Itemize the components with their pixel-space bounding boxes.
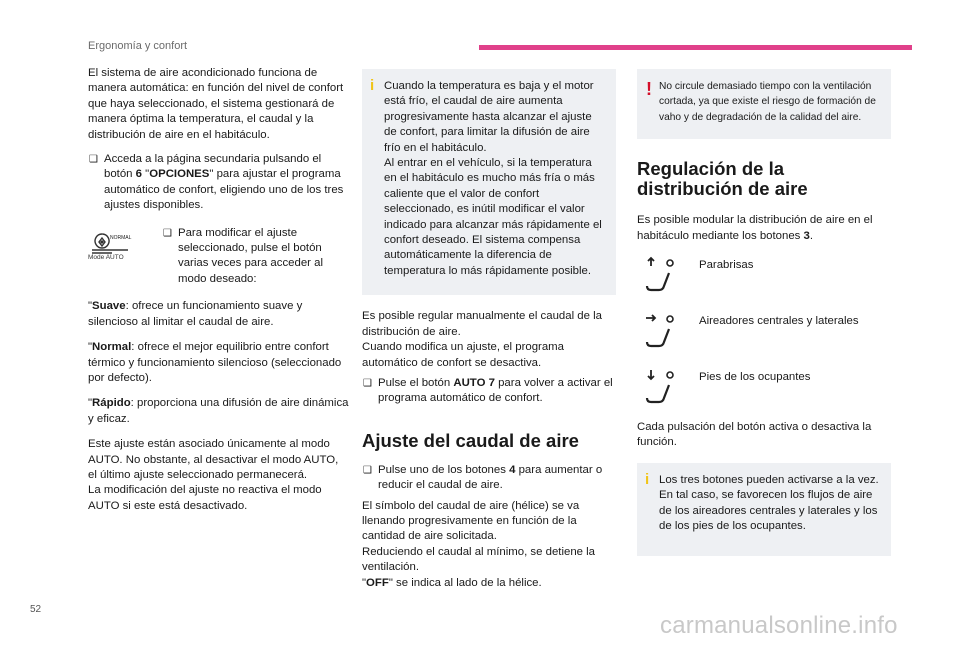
option-face-vents	[645, 312, 891, 350]
distribution-intro: Es posible modular la distribución de aire en el habitáculo mediante los botones 3.	[637, 214, 873, 242]
toggle-text: Cada pulsación del botón activa o desactiva la función.	[637, 421, 872, 449]
bullet-marker: ❑	[89, 154, 98, 166]
flow-body-b: Reduciendo el caudal al mínimo, se detiene la ventilación.	[362, 545, 596, 574]
info-box-temperature	[362, 69, 616, 295]
warning-icon: !	[646, 79, 652, 99]
windscreen-airflow-icon	[645, 256, 681, 294]
info-icon: i	[370, 77, 375, 94]
option-windscreen	[645, 256, 891, 294]
flow-body-a: El símbolo del caudal de aire (hélice) se va llenando progresivamente en función de la cantidad de aire solicitada.	[362, 499, 580, 543]
header-accent-bar	[479, 45, 912, 50]
manual-text-b: Cuando modifica un ajuste, el programa automático de confort se desactiva.	[362, 341, 564, 369]
footwell-airflow-icon	[645, 368, 681, 406]
option-label: Parabrisas	[699, 259, 754, 272]
bullet-marker: ❑	[163, 227, 172, 239]
manual-text-a: Es posible regular manualmente el caudal de la distribución de aire.	[362, 310, 602, 338]
options-bullet: ❑ Acceda a la página secundaria pulsando el botón 6 "OPCIONES" para ajustar el programa automático de confort, eligiendo uno de los tres ajustes disponibles.	[89, 153, 344, 212]
flow-off-text: "OFF" se indica al lado de la hélice.	[362, 576, 542, 589]
mode-auto-icon	[88, 226, 148, 266]
mode-icon-auto-label: Mode AUTO	[88, 253, 124, 261]
intro-paragraph: El sistema de aire acondicionado funciona de manera automática: en función del nivel de confort que haya seleccionado, el sistema gestionará de manera óptima la temperatura, el caudal y la distribución de aire en el habitáculo.	[88, 67, 344, 141]
bullet-marker: ❑	[363, 377, 372, 389]
watermark-text: carmanualsonline.info	[660, 612, 898, 639]
rapido-description: "Rápido: proporciona una difusión de aire dinámica y eficaz.	[88, 397, 349, 425]
warning-box	[637, 69, 891, 139]
column-3	[637, 69, 891, 556]
column-1	[88, 66, 350, 514]
mode-instruction	[88, 226, 350, 288]
info-icon: i	[645, 470, 650, 488]
page-number: 52	[30, 604, 42, 615]
normal-description: "Normal: ofrece el mejor equilibrio entre confort térmico y funcionamiento silencioso (seleccionado por defecto).	[88, 341, 342, 384]
option-footwell	[645, 368, 891, 406]
warning-text: No circule demasiado tiempo con la ventilación cortada, ya que existe el riesgo de formación de vaho y de degradación de la calidad del aire.	[659, 81, 876, 123]
info-text-a: Cuando la temperatura es baja y el motor está frío, el caudal de aire aumenta progresivamente hasta alcanzar el ajuste de confort, para limitar la difusión de aire frío en el habitáculo.	[384, 80, 594, 154]
section-title: Ergonomía y confort	[88, 40, 188, 52]
closing-paragraph-2: La modificación del ajuste no reactiva el modo AUTO si este está desactivado.	[88, 484, 322, 512]
info-text-b: Al entrar en el vehículo, si la temperatura en el habitáculo es mucho más fría o más caliente que el valor de confort seleccionado, es inútil modificar el valor indicado para alcanzar más rápidamente el confort deseado. El sistema compensa automáticamente la diferencia de temperatura lo más rápidamente posible.	[384, 157, 602, 277]
bullet-marker: ❑	[363, 464, 372, 476]
mode-icon-normal-label: NORMAL	[110, 234, 132, 241]
heading-air-flow: Ajuste del caudal de aire	[362, 429, 579, 451]
face-vents-airflow-icon	[645, 312, 681, 350]
option-label: Pies de los ocupantes	[699, 371, 811, 384]
closing-paragraph-1: Este ajuste están asociado únicamente al modo AUTO. No obstante, al desactivar el modo AUTO, el último ajuste seleccionado permanecerá.	[88, 438, 339, 481]
auto-bullet: ❑ Pulse el botón AUTO 7 para volver a activar el programa automático de confort.	[363, 376, 613, 405]
heading-air-distribution: Regulación de la distribución de aire	[637, 158, 808, 200]
suave-description: "Suave: ofrece un funcionamiento suave y silencioso al limitar el caudal de aire.	[88, 300, 303, 328]
option-label: Aireadores centrales y laterales	[699, 315, 859, 328]
info-distribution-text: Los tres botones pueden activarse a la vez. En tal caso, se favorecen los flujos de aire de los aireadores centrales y laterales y los de los pies de los ocupantes.	[659, 473, 879, 533]
flow-bullet: ❑ Pulse uno de los botones 4 para aumentar o reducir el caudal de aire.	[363, 463, 603, 492]
mode-bullet: ❑ Para modificar el ajuste seleccionado, pulse el botón varias veces para acceder al modo deseado:	[163, 226, 323, 285]
column-2	[362, 69, 616, 591]
info-box-distribution	[637, 463, 891, 557]
